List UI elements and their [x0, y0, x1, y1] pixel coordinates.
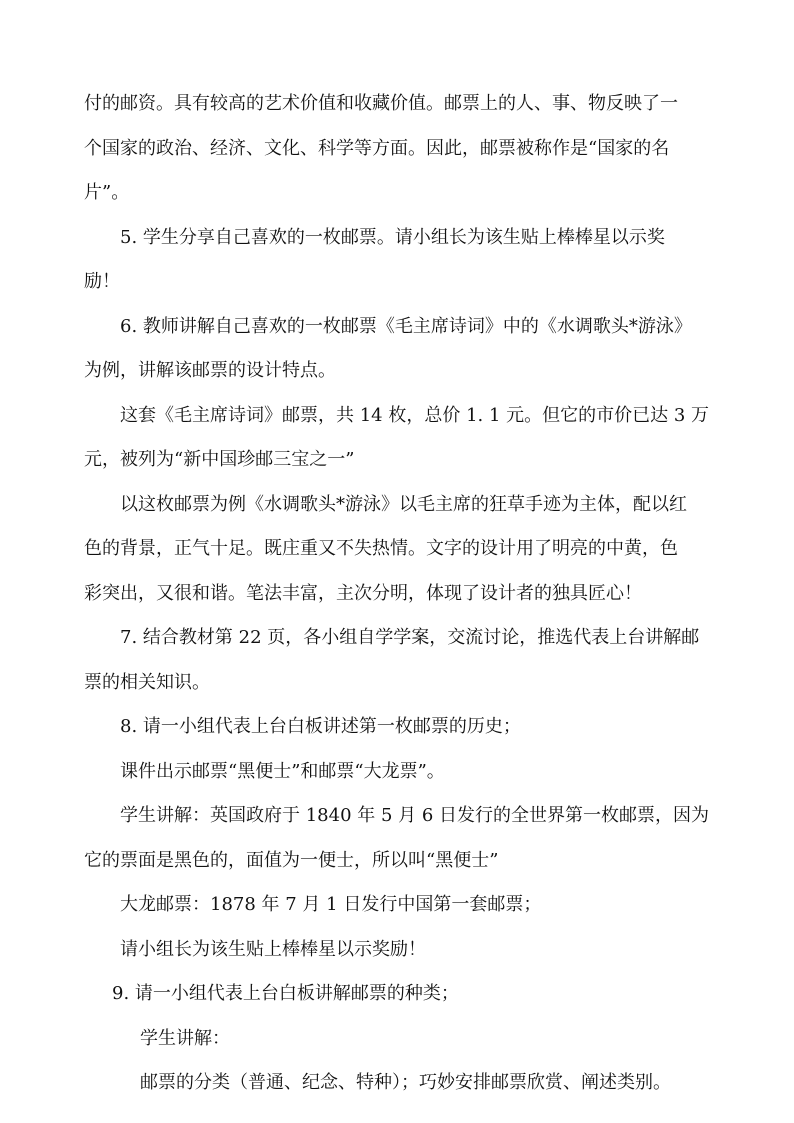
text-line: 彩突出，又很和谐。笔法丰富，主次分明，体现了设计者的独具匠心！ [84, 583, 642, 604]
text-line: 它的票面是黑色的，面值为一便士，所以叫“黑便士” [84, 850, 499, 871]
text-line: 片”。 [84, 182, 130, 203]
text-line: 9. 请一小组代表上台白板讲解邮票的种类； [112, 983, 459, 1004]
text-line: 请小组长为该生贴上棒棒星以示奖励！ [120, 939, 426, 960]
text-line: 6. 教师讲解自己喜欢的一枚邮票《毛主席诗词》中的《水调歌头*游泳》 [120, 316, 692, 337]
text-line: 票的相关知识。 [84, 672, 210, 693]
text-line: 以这枚邮票为例《水调歌头*游泳》以毛主席的狂草手迹为主体，配以红 [120, 494, 687, 515]
text-line: 为例，讲解该邮票的设计特点。 [84, 360, 336, 381]
text-line: 课件出示邮票“黑便士”和邮票“大龙票”。 [120, 761, 445, 782]
text-line: 付的邮资。具有较高的艺术价值和收藏价值。邮票上的人、事、物反映了一 [84, 93, 678, 114]
text-line: 元，被列为“新中国珍邮三宝之一” [84, 449, 355, 470]
text-line: 学生讲解：英国政府于 1840 年 5 月 6 日发行的全世界第一枚邮票，因为 [120, 805, 710, 826]
text-line: 7. 结合教材第 22 页，各小组自学学案，交流讨论，推选代表上台讲解邮 [120, 627, 700, 648]
text-line: 5. 学生分享自己喜欢的一枚邮票。请小组长为该生贴上棒棒星以示奖 [120, 227, 665, 248]
text-line: 大龙邮票：1878 年 7 月 1 日发行中国第一套邮票； [120, 894, 542, 915]
text-line: 励！ [84, 271, 120, 292]
text-line: 这套《毛主席诗词》邮票，共 14 枚，总价 1. 1 元。但它的市价已达 3 万 [120, 405, 710, 426]
text-line: 学生讲解： [140, 1028, 230, 1049]
text-line: 8. 请一小组代表上台白板讲述第一枚邮票的历史； [120, 716, 521, 737]
text-line: 色的背景，正气十足。既庄重又不失热情。文字的设计用了明亮的中黄，色 [84, 538, 678, 559]
text-line: 邮票的分类（普通、纪念、特种）；巧妙安排邮票欣赏、阐述类别。 [140, 1072, 671, 1093]
text-line: 个国家的政治、经济、文化、科学等方面。因此，邮票被称作是“国家的名 [84, 138, 670, 159]
